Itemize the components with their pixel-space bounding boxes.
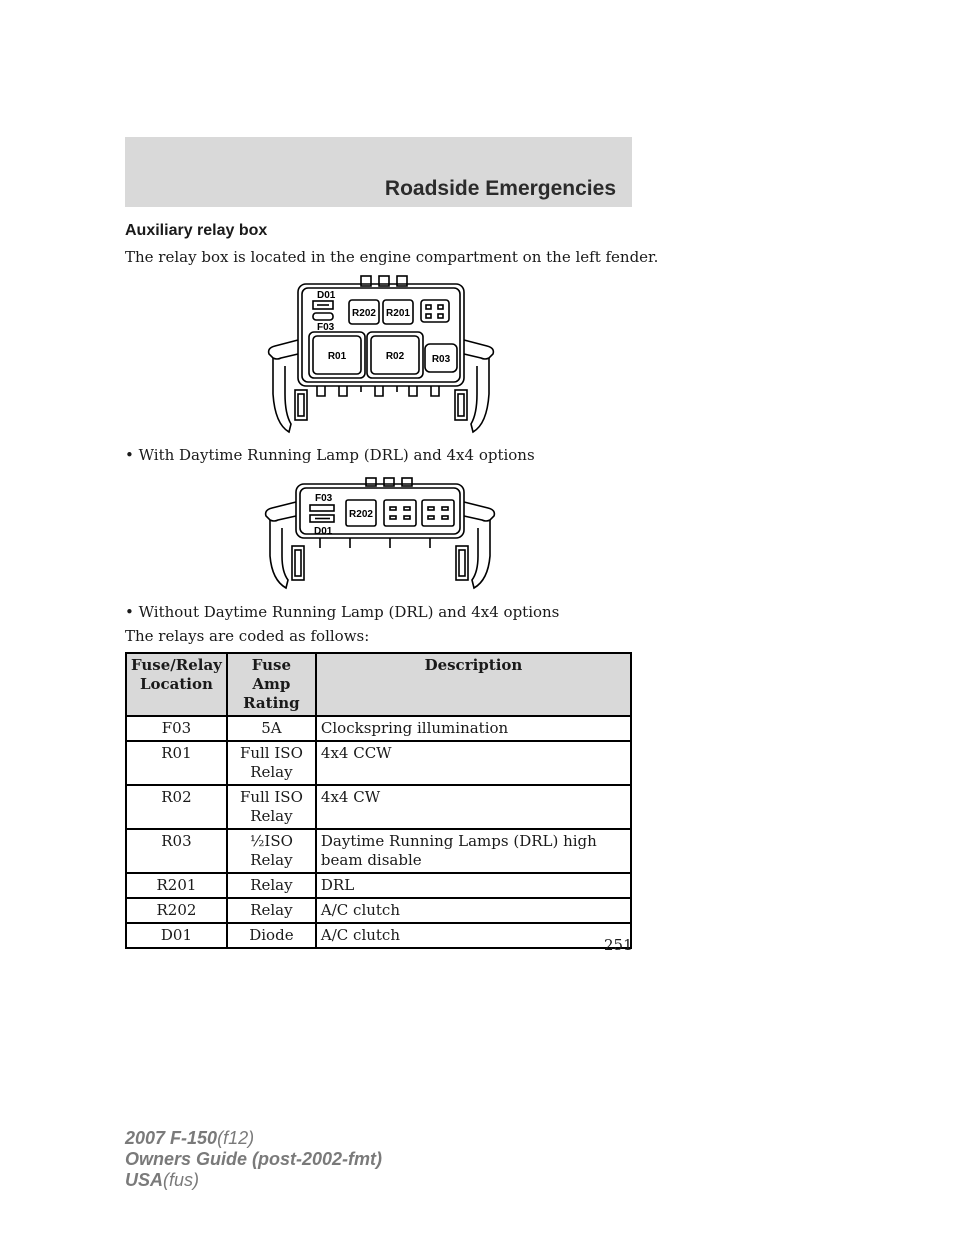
table-row (126, 785, 631, 829)
table-row (126, 741, 631, 785)
description-cell: 4x4 CCW (316, 741, 631, 785)
label-d01: D01 (317, 290, 336, 301)
caption-with-drl-text: With Daytime Running Lamp (DRL) and 4x4 options (138, 446, 535, 464)
description-cell: A/C clutch (316, 923, 631, 948)
location-cell: R01 (126, 741, 227, 785)
label-r202: R202 (352, 308, 376, 319)
location-cell: R02 (126, 785, 227, 829)
rating-cell: 5A (227, 716, 316, 741)
label-f03-alt: F03 (315, 493, 333, 504)
chapter-title: Roadside Emergencies (384, 177, 616, 200)
table-header-row (126, 653, 631, 716)
location-cell: D01 (126, 923, 227, 948)
footer-model-line: 2007 F-150(f12) (125, 1128, 255, 1148)
relay-box-diagram-no-drl (260, 476, 500, 592)
label-d01-alt: D01 (314, 526, 333, 537)
rating-cell: ½ISO Relay (227, 829, 316, 873)
rating-cell: Relay (227, 873, 316, 898)
header-rating: Fuse Amp Rating (227, 653, 316, 716)
description-cell: Clockspring illumination (316, 716, 631, 741)
rating-cell: Diode (227, 923, 316, 948)
rating-cell: Full ISO Relay (227, 741, 316, 785)
description-cell: 4x4 CW (316, 785, 631, 829)
rating-cell: Full ISO Relay (227, 785, 316, 829)
location-cell: R03 (126, 829, 227, 873)
location-cell: R202 (126, 898, 227, 923)
footer (125, 1128, 382, 1191)
table-row (126, 716, 631, 741)
location-cell: F03 (126, 716, 227, 741)
caption-without-drl-text: Without Daytime Running Lamp (DRL) and 4x4 options (138, 603, 560, 621)
label-r01: R01 (327, 351, 347, 362)
description-cell: DRL (316, 873, 631, 898)
intro-paragraph: The relay box is located in the engine compartment on the left fender. (125, 248, 659, 266)
caption-without-drl: • Without Daytime Running Lamp (DRL) and 4x4 options (125, 603, 560, 621)
label-r202-alt: R202 (349, 509, 373, 520)
page-number: 251 (604, 936, 633, 954)
description-cell: A/C clutch (316, 898, 631, 923)
table-row (126, 898, 631, 923)
label-f03: F03 (317, 322, 335, 333)
label-r02: R02 (385, 351, 405, 362)
header-location: Fuse/Relay Location (126, 653, 227, 716)
table-row (126, 923, 631, 948)
relay-box-diagram-drl-4x4 (265, 274, 497, 436)
section-title: Auxiliary relay box (125, 222, 268, 239)
footer-market-line: USA(fus) (125, 1170, 200, 1190)
chapter-header (125, 137, 632, 207)
rating-cell: Relay (227, 898, 316, 923)
table-row (126, 873, 631, 898)
table-row (126, 829, 631, 873)
caption-with-drl: • With Daytime Running Lamp (DRL) and 4x4 options (125, 446, 535, 464)
footer-guide-line: Owners Guide (post-2002-fmt) (125, 1149, 383, 1169)
header-description: Description (316, 653, 631, 716)
relay-code-table (125, 652, 632, 949)
location-cell: R201 (126, 873, 227, 898)
description-cell: Daytime Running Lamps (DRL) high beam disable (316, 829, 631, 873)
label-r03: R03 (431, 354, 451, 365)
table-intro: The relays are coded as follows: (125, 627, 370, 645)
label-r201: R201 (386, 308, 410, 319)
